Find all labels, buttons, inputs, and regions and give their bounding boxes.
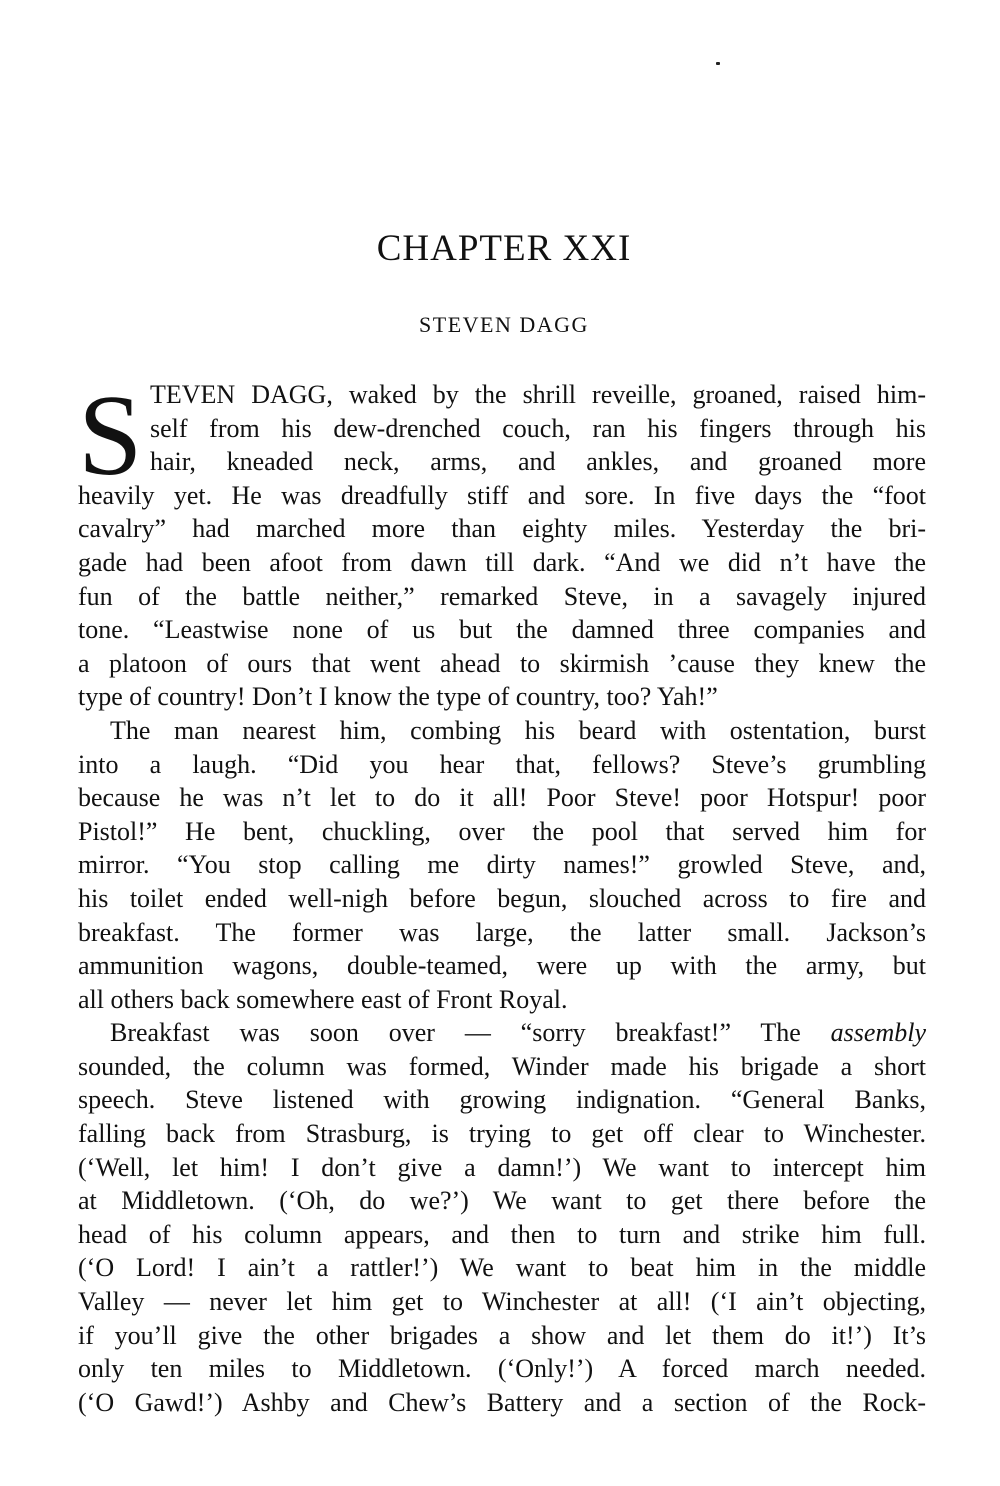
text-line: gade had been afoot from dawn till dark. “And we did n’t have the (78, 547, 926, 577)
text-line: because he was n’t let to do it all! Poor Steve! poor Hotspur! poor (78, 783, 926, 813)
text-line: breakfast. The former was large, the latter small. Jackson’s (78, 917, 926, 947)
text-line: falling back from Strasburg, is trying to get off clear to Winchester. (78, 1119, 926, 1149)
text-line: head of his column appears, and then to turn and strike him full. (78, 1219, 926, 1249)
text-line: The man nearest him, combing his beard with ostentation, burst (110, 715, 926, 745)
text-line: cavalry” had marched more than eighty miles. Yesterday the bri- (78, 514, 926, 544)
chapter-body (78, 372, 926, 1419)
text-line: sounded, the column was formed, Winder made his brigade a short (78, 1051, 926, 1081)
text-line: (‘O Lord! I ain’t a rattler!’) We want to beat him in the middle (78, 1253, 926, 1283)
text-line: into a laugh. “Did you hear that, fellows? Steve’s grumbling (78, 749, 926, 779)
text-line (78, 378, 926, 412)
text-line: ammunition wagons, double-teamed, were up with the army, but (78, 951, 926, 981)
text-line (78, 1016, 926, 1050)
text-line: hair, kneaded neck, arms, and ankles, and groaned more (150, 447, 926, 477)
text-line: self from his dew-drenched couch, ran his fingers through his (150, 413, 926, 443)
text-line: heavily yet. He was dreadfully stiff and sore. In five days the “foot (78, 480, 926, 510)
text-line: all others back somewhere east of Front Royal. (78, 984, 568, 1014)
chapter-title: CHAPTER XXI (376, 228, 632, 269)
text-line: tone. “Leastwise none of us but the damned three companies and (78, 615, 926, 645)
text-line: (‘O Gawd!’) Ashby and Chew’s Battery and a section of the Rock- (78, 1387, 926, 1417)
text-line: only ten miles to Middletown. (‘Only!’) A forced march needed. (78, 1354, 926, 1384)
text-line: Valley — never let him get to Winchester at all! (‘I ain’t objecting, (78, 1287, 926, 1317)
text-line: a platoon of ours that went ahead to skirmish ’cause they knew the (78, 648, 926, 678)
italic-word: assembly (830, 1018, 926, 1048)
text-line: if you’ll give the other brigades a show and let them do it!’) It’s (78, 1320, 926, 1350)
text-line: Pistol!” He bent, chuckling, over the pool that served him for (78, 816, 926, 846)
text-line: fun of the battle neither,” remarked Steve, in a savagely injured (78, 581, 926, 611)
ink-speck (716, 62, 720, 65)
text-line-content: Breakfast was soon over — “sorry breakfast!” The (110, 1018, 831, 1048)
drop-cap: S (78, 372, 143, 500)
text-line: his toilet ended well-nigh before begun, slouched across to fire and (78, 883, 926, 913)
text-line: mirror. “You stop calling me dirty names!” growled Steve, and, (78, 850, 926, 880)
text-line: type of country! Don’t I know the type of country, too? Yah!” (78, 682, 718, 712)
text-line: at Middletown. (‘Oh, do we?’) We want to get there before the (78, 1186, 926, 1216)
text-line: speech. Steve listened with growing indignation. “General Banks, (78, 1085, 926, 1115)
text-line-content: TEVEN DAGG, waked by the shrill reveille, groaned, raised him- (150, 380, 926, 409)
text-line: (‘Well, let him! I don’t give a damn!’) We want to intercept him (78, 1152, 926, 1182)
chapter-subtitle: STEVEN DAGG (419, 312, 589, 337)
